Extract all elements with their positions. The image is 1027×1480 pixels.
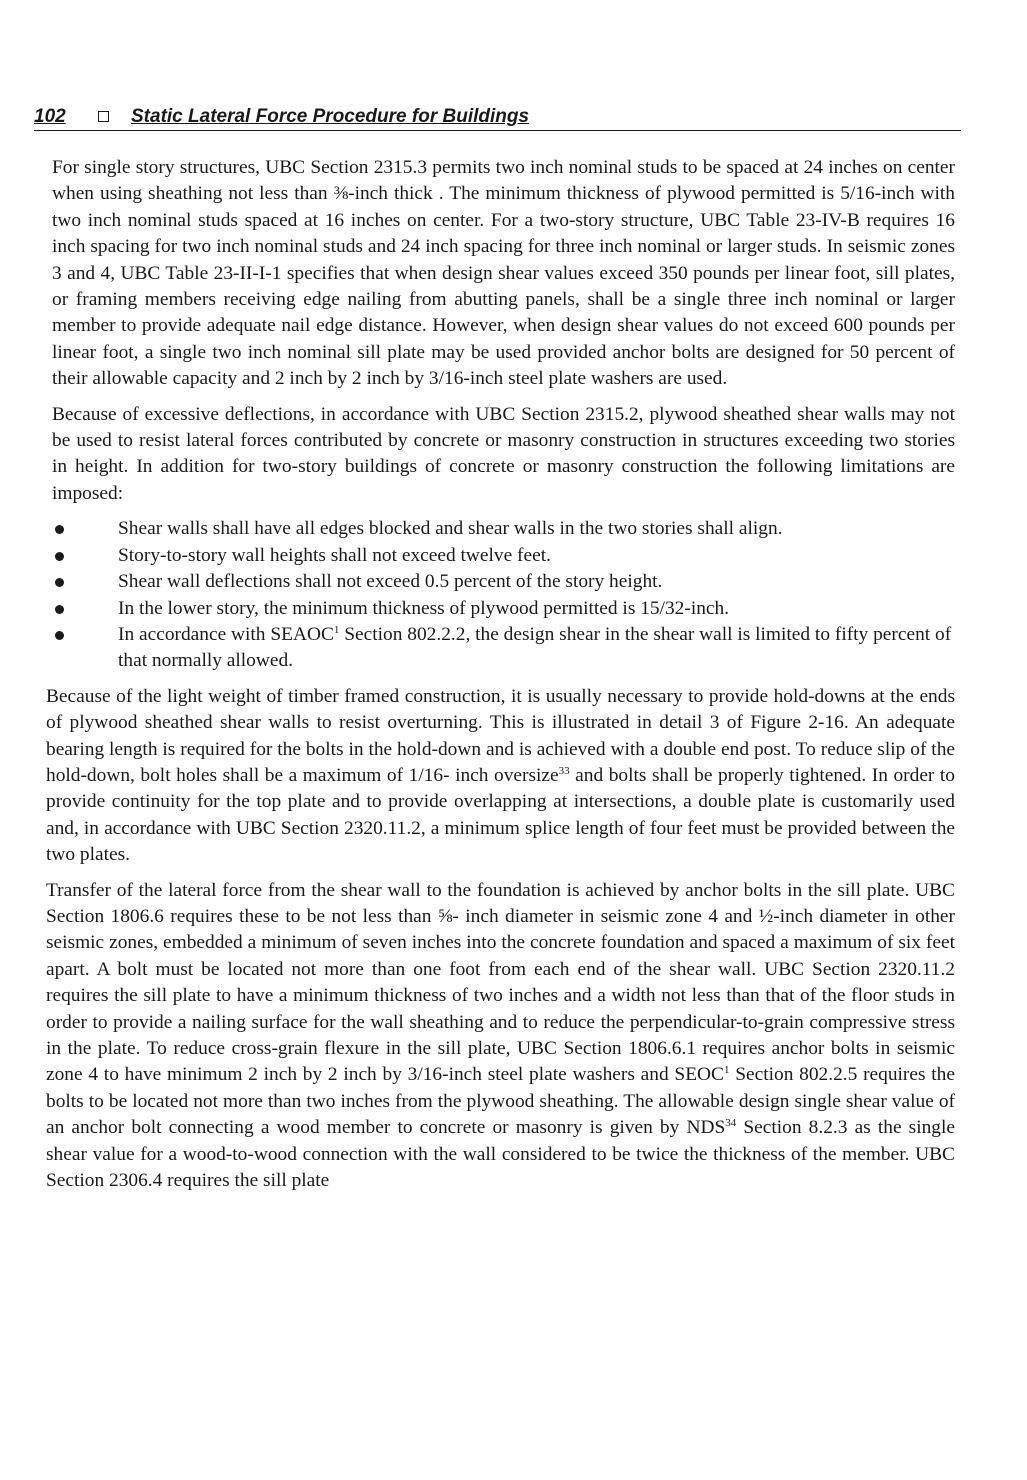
body-text xyxy=(46,155,956,1203)
paragraph-text: Section 8.2.3 as the single shear value for a wood-to-wood connection with the wall considered to be twice the thickness of the member. UBC Section 2306.4 requires the sill plate xyxy=(46,1117,955,1192)
paragraph-hold-downs xyxy=(46,684,955,869)
page-number: 102 xyxy=(34,106,66,127)
list-item xyxy=(52,622,955,675)
footnote-ref: 1 xyxy=(723,1064,730,1077)
footnote-ref: 1 xyxy=(333,623,340,636)
footnote-ref: 33 xyxy=(558,764,570,777)
paragraph-text: Section 802.2.5 requires the bolts to be located not more than two inches from the plywood sheathing. The allowable design single shear value of an anchor bolt connecting a wood member to concrete or masonry is given by NDS xyxy=(46,1064,955,1139)
list-item: Shear wall deflections shall not exceed 0.5 percent of the story height. xyxy=(52,569,955,595)
list-item-text: In accordance with SEAOC xyxy=(118,623,334,645)
paragraph-deflections: Because of excessive deflections, in accordance with UBC Section 2315.2, plywood sheathed shear walls may not be used to resist lateral forces contributed by concrete or masonry construction in structures exceeding two stories in height. In addition for two-story buildings of concrete or masonry construction the following limitations are imposed: xyxy=(52,403,955,504)
running-title: Static Lateral Force Procedure for Buildings xyxy=(131,106,530,127)
footnote-ref: 34 xyxy=(725,1117,737,1130)
paragraph-anchor-bolts xyxy=(46,878,955,1195)
running-header xyxy=(34,104,961,131)
limitations-list xyxy=(52,516,955,674)
list-item: Shear walls shall have all edges blocked and shear walls in the two stories shall align. xyxy=(52,516,955,542)
paragraph-text: Transfer of the lateral force from the shear wall to the foundation is achieved by anchor bolts in the sill plate. UBC Section 1806.6 requires these to be not less than ⅝- inch diameter in seismic zone 4 and ½-inch diameter in other seismic zones, embedded a minimum of seven inches into the concrete foundation and spaced a maximum of six feet apart. A bolt must be located not more than one foot from each end of the shear wall. UBC Section 2320.11.2 requires the sill plate to have a minimum thickness of two inches and a width not less than that of the floor studs in order to provide a nailing surface for the wall sheathing and to reduce the perpendicular-to-grain compressive stress in the plate. To reduce cross-grain flexure in the sill plate, UBC Section 1806.6.1 requires anchor bolts in seismic zone 4 to have minimum 2 inch by 2 inch by 3/16-inch steel plate washers and SEOC xyxy=(46,879,955,1086)
list-item-text: Section 802.2.2, the design shear in the shear wall is limited to fifty percent of that normally allowed. xyxy=(118,623,952,672)
paragraph-text: Because of the light weight of timber framed construction, it is usually necessary to provide hold-downs at the ends of plywood sheathed shear walls to resist overturning. This is illustrated in detail 3 of Figure 2-16. An adequate bearing length is required for the bolts in the hold-down and is achieved with a double end post. To reduce slip of the hold-down, bolt holes shall be a maximum of 1/16- inch oversize xyxy=(46,685,955,786)
list-item: In the lower story, the minimum thickness of plywood permitted is 15/32-inch. xyxy=(52,596,955,622)
list-item: Story-to-story wall heights shall not exceed twelve feet. xyxy=(52,543,955,569)
paragraph-text: and bolts shall be properly tightened. In order to provide continuity for the top plate and to provide overlapping at intersections, a double plate is customarily used and, in accordance with UBC Section 2320.11.2, a minimum splice length of four feet must be provided between the two plates. xyxy=(46,764,956,866)
paragraph-studs: For single story structures, UBC Section 2315.3 permits two inch nominal studs to be spaced at 24 inches on center when using sheathing not less than ⅜-inch thick . The minimum thickness of plywood permitted is 5/16-inch with two inch nominal studs spaced at 16 inches on center. For a two-story structure, UBC Table 23-IV-B requires 16 inch spacing for two inch nominal studs and 24 inch spacing for three inch nominal or larger studs. In seismic zones 3 and 4, UBC Table 23-II-I-1 specifies that when design shear values exceed 350 pounds per linear foot, sill plates, or framing members receiving edge nailing from abutting panels, shall be a single three inch nominal or larger member to provide adequate nail edge distance. However, when design shear values do not exceed 600 pounds per linear foot, a single two inch nominal sill plate may be used provided anchor bolts are designed for 50 percent of their allowable capacity and 2 inch by 2 inch by 3/16-inch steel plate washers are used. xyxy=(52,157,955,390)
square-icon xyxy=(98,111,109,122)
